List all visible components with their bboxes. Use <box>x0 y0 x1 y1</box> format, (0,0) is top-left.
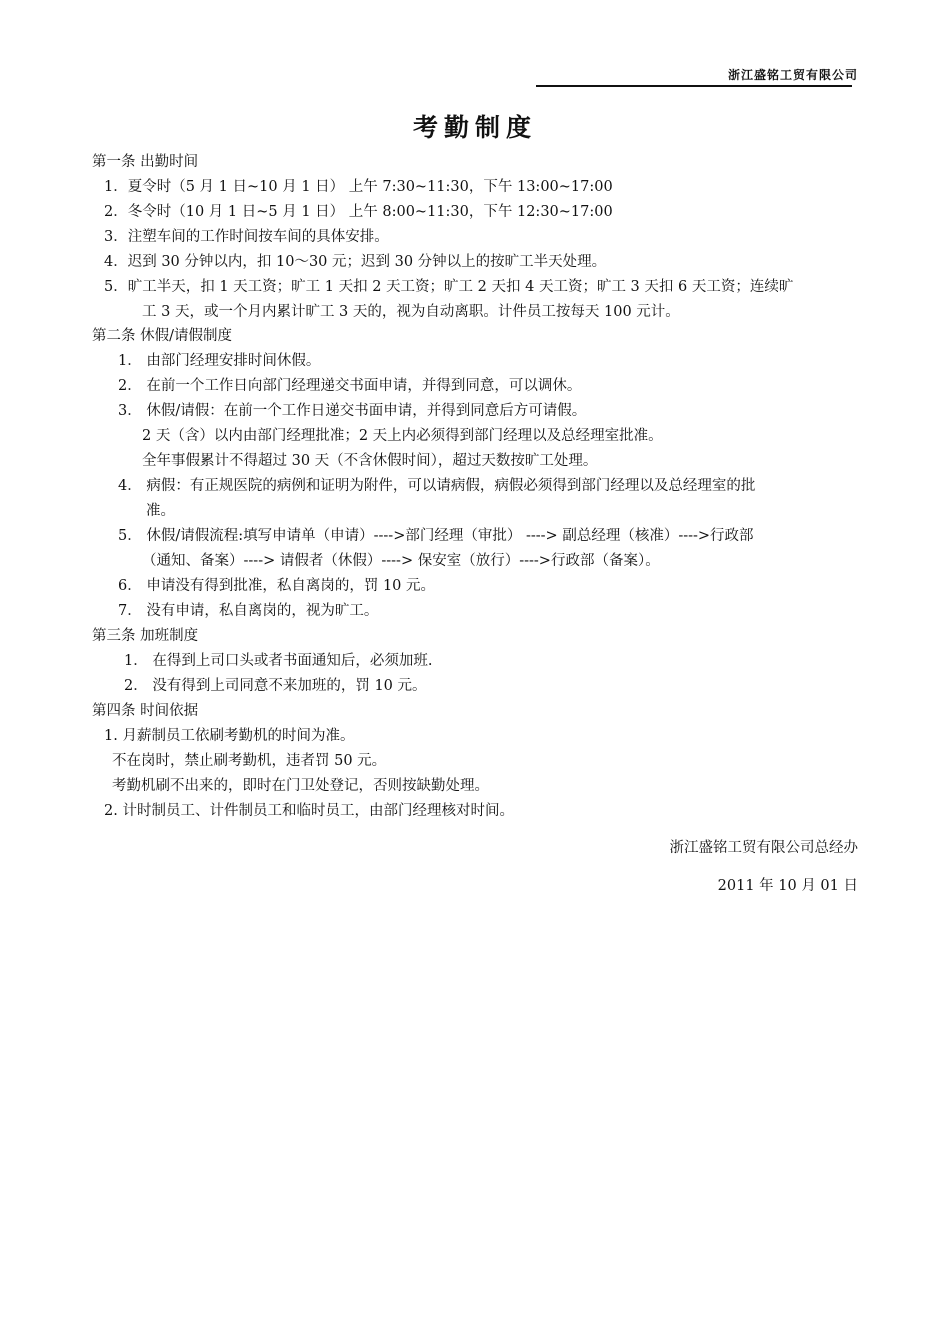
article4-item-1-cont-a: 不在岗时，禁止刷考勤机，违者罚 50 元。 <box>112 753 387 769</box>
article1-item-4: 4．迟到 30 分钟以内，扣 10～30 元；迟到 30 分钟以上的按旷工半天处理。 <box>104 254 607 270</box>
header-rule <box>536 85 852 87</box>
article2-item-4: 4． 病假：有正规医院的病例和证明为附件，可以请病假，病假必须得到部门经理以及总经理室的批 <box>118 478 756 494</box>
article2-item-7: 7． 没有申请，私自离岗的，视为旷工。 <box>118 603 379 619</box>
article2-heading: 第二条 休假/请假制度 <box>92 328 232 344</box>
article1-heading: 第一条 出勤时间 <box>92 154 199 170</box>
article1-item-3: 3．注塑车间的工作时间按车间的具体安排。 <box>104 229 389 245</box>
issue-date: 2011 年 10 月 01 日 <box>717 878 858 894</box>
document-title: 考勤制度 <box>412 113 537 142</box>
article2-item-6: 6． 申请没有得到批准，私自离岗的，罚 10 元。 <box>118 578 436 594</box>
article1-item-5-cont: 工 3 天，或一个月内累计旷工 3 天的，视为自动离职。计件员工按每天 100 元计。 <box>142 304 680 320</box>
article1-item-1: 1．夏令时（5 月 1 日~10 月 1 日） 上午 7:30~11:30，下午 13:00~17:00 <box>104 179 613 195</box>
article2-item-2: 2． 在前一个工作日向部门经理递交书面申请，并得到同意，可以调休。 <box>118 378 582 394</box>
article4-item-1-cont-b: 考勤机刷不出来的，即时在门卫处登记，否则按缺勤处理。 <box>112 778 489 794</box>
article2-item-5: 5． 休假/请假流程:填写申请单（申请）---->部门经理（审批） ----> 副总经理（核准）---->行政部 <box>118 528 754 544</box>
article2-item-1: 1． 由部门经理安排时间休假。 <box>118 353 321 369</box>
article2-item-3-cont-a: 2 天（含）以内由部门经理批准；2 天上内必须得到部门经理以及总经理室批准。 <box>142 428 663 444</box>
article4-heading: 第四条 时间依据 <box>92 703 199 719</box>
article4-item-2: 2. 计时制员工、计件制员工和临时员工，由部门经理核对时间。 <box>104 803 514 819</box>
article1-item-2: 2．冬令时（10 月 1 日~5 月 1 日） 上午 8:00~11:30，下午 12:30~17:00 <box>104 204 613 220</box>
article4-item-1: 1. 月薪制员工依刷考勤机的时间为准。 <box>104 728 355 744</box>
article3-item-1: 1． 在得到上司口头或者书面通知后，必须加班. <box>124 653 433 669</box>
article2-item-3: 3． 休假/请假：在前一个工作日递交书面申请，并得到同意后方可请假。 <box>118 403 587 419</box>
article2-item-3-cont-b: 全年事假累计不得超过 30 天（不含休假时间），超过天数按旷工处理。 <box>142 453 598 469</box>
article1-item-5: 5．旷工半天，扣 1 天工资；旷工 1 天扣 2 天工资；旷工 2 天扣 4 天工资；旷工 3 天扣 6 天工资；连续旷 <box>104 279 794 295</box>
signature: 浙江盛铭工贸有限公司总经办 <box>669 840 858 856</box>
company-header: 浙江盛铭工贸有限公司 <box>727 68 858 82</box>
article2-item-4-cont: 准。 <box>146 503 175 519</box>
article3-item-2: 2． 没有得到上司同意不来加班的，罚 10 元。 <box>124 678 427 694</box>
article3-heading: 第三条 加班制度 <box>92 628 199 644</box>
article2-item-5-cont: （通知、备案）----> 请假者（休假）----> 保安室（放行）---->行政部（备案）。 <box>142 553 660 569</box>
